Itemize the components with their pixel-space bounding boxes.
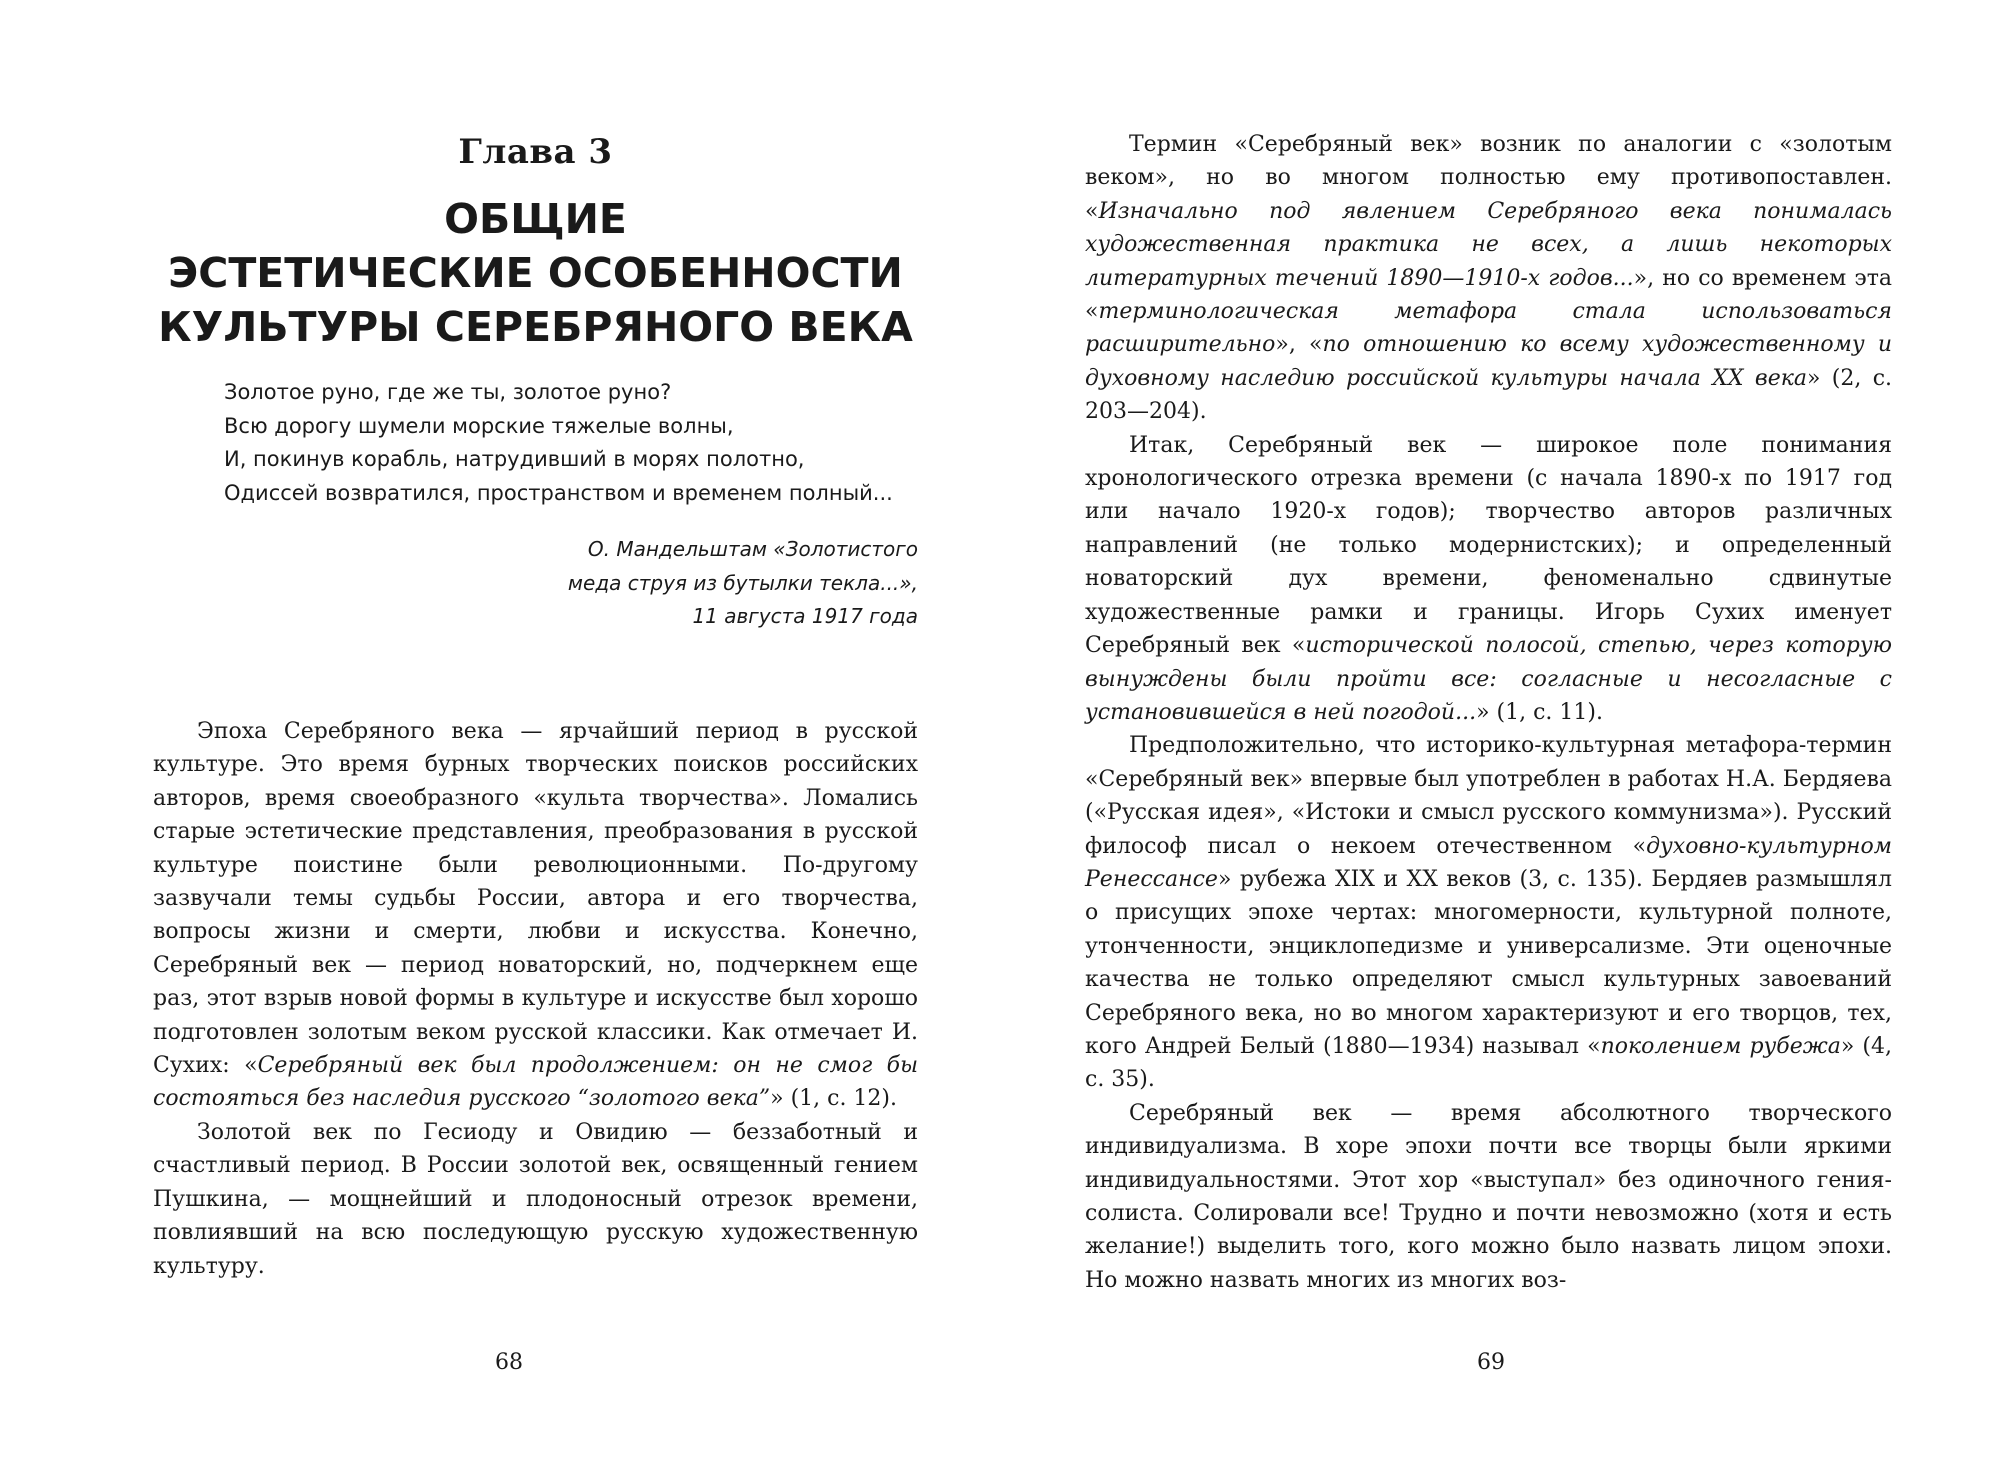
epigraph-attribution (418, 533, 918, 634)
right-page (1085, 0, 1892, 1466)
text-run: Эпоха Серебряного века — ярчайший период в русской культуре. Это время бурных творческих поисков российских авторов, время своеобразного «культа творчества». Ломались старые эстетические представления, преобразования в русской культуре поистине были революционными. По-другому зазвучали темы судьбы России, автора и его творчества, вопросы жизни и смерти, любви и искусства. Конечно, Серебряный век — период новаторский, но, подчеркнем еще раз, этот взрыв новой формы в культуре и искусстве был хорошо подготовлен золотым веком русской классики. Как отмечает И. Сухих: « (153, 719, 918, 1079)
paragraph (1085, 729, 1892, 1096)
italic-quote: духовно-культурном Ренессансе (1085, 833, 1892, 892)
text-run: Предположительно, что историко-культурная метафора-термин «Серебряный век» впервые был употреблен в работах Н.А. Бердяева («Русская идея», «Истоки и смысл русского коммунизма»). Русский философ писал о некоем отечественном « (1085, 733, 1892, 859)
text-run: », « (1275, 332, 1323, 358)
italic-quote: терминологическая метафора стала использоваться расширительно (1085, 299, 1892, 358)
text-run: » рубежа XIX и XX веков (3, с. 135). Бердяев размышлял о присущих эпохе чертах: многомерности, культурной полноте, утонченности, энциклопедизме и универсализме. Эти оценочные качества не только определяют смысл культурных завоеваний Серебряного века, но во многом характеризуют и его творцов, тех, кого Андрей Белый (1880—1934) называл « (1085, 866, 1892, 1059)
italic-quote: исторической полосой, степью, через которую вынуждены были пройти все: согласные и несогласные с установившейся в ней погодой... (1085, 633, 1893, 725)
italic-quote: поколением рубежа (1600, 1033, 1841, 1059)
chapter-title (153, 192, 918, 354)
attribution-line: О. Мандельштам «Золотистого (587, 537, 918, 561)
text-run: » (2, с. 203—204). (1085, 365, 1893, 425)
italic-quote: Изначально под явлением Серебряного века понималась художественная практика не всех, а лишь некоторых литературных течений 1890—1910-х годов... (1085, 198, 1892, 291)
text-run: Итак, Серебряный век — широкое поле понимания хронологического отрезка времени (с начала 1890-х по 1917 год или начало 1920-х годов); творчество авторов различных направлений (не только модернистских); и определенный новаторский дух времени, феноменально сдвинутые художественные рамки и границы. Игорь Сухих именует Серебряный век « (1085, 432, 1892, 659)
page-number: 69 (1477, 1350, 1505, 1375)
attribution-line: меда струя из бутылки текла...», (567, 570, 918, 595)
italic-quote: по отношению ко всему художественному и духовному наследию российской культуры начала XX века (1085, 332, 1893, 391)
text-run: », но со временем эта « (1085, 265, 1892, 325)
text-run: » (1, с. 12). (770, 1086, 898, 1112)
paragraph (1085, 429, 1892, 730)
epigraph-line: И, покинув корабль, натрудивший в морях полотно, (224, 447, 805, 471)
attribution-line: 11 августа 1917 года (692, 604, 918, 628)
paragraph (1085, 128, 1892, 429)
chapter-label: Глава 3 (458, 132, 613, 172)
page-number: 68 (495, 1350, 523, 1375)
epigraph-line: Золотое руно, где же ты, золотое руно? (224, 380, 672, 404)
chapter-title-line: КУЛЬТУРЫ СЕРЕБРЯНОГО ВЕКА (158, 303, 913, 351)
text-run: Термин «Серебряный век» возник по аналогии с «золотым веком», но во многом полностью ему противопоставлен. « (1085, 132, 1892, 224)
right-body-text (1085, 128, 1892, 1297)
chapter-title-line: ОБЩИЕ (444, 195, 627, 243)
left-page (153, 0, 918, 1466)
paragraph: Золотой век по Гесиоду и Овидию — беззаботный и счастливый период. В России золотой век, освященный гением Пушкина, — мощнейший и плодоносный отрезок времени, повлиявший на всю последующую русскую художественную культуру. (153, 1119, 918, 1279)
epigraph-line: Одиссей возвратился, пространством и временем полный... (224, 480, 893, 505)
paragraph: Серебряный век — время абсолютного творческого индивидуализма. В хоре эпохи почти все творцы были яркими индивидуальностями. Этот хор «выступал» без одиночного гения-солиста. Солировали все! Трудно и почти невозможно (хотя и есть желание!) выделить того, кого можно было назвать лицом эпохи. Но можно назвать многих из многих воз- (1085, 1100, 1892, 1293)
paragraph (153, 715, 918, 1116)
chapter-title-line: ЭСТЕТИЧЕСКИЕ ОСОБЕННОСТИ (168, 249, 903, 297)
left-body-text (153, 715, 918, 1283)
italic-quote: Серебряный век был продолжением: он не смог бы состояться без наследия русского “золотого века” (153, 1053, 919, 1112)
epigraph-line: Всю дорогу шумели морские тяжелые волны, (224, 413, 734, 438)
text-run: » (4, с. 35). (1085, 1033, 1893, 1093)
epigraph (224, 376, 893, 510)
text-run: » (1, с. 11). (1476, 699, 1603, 725)
